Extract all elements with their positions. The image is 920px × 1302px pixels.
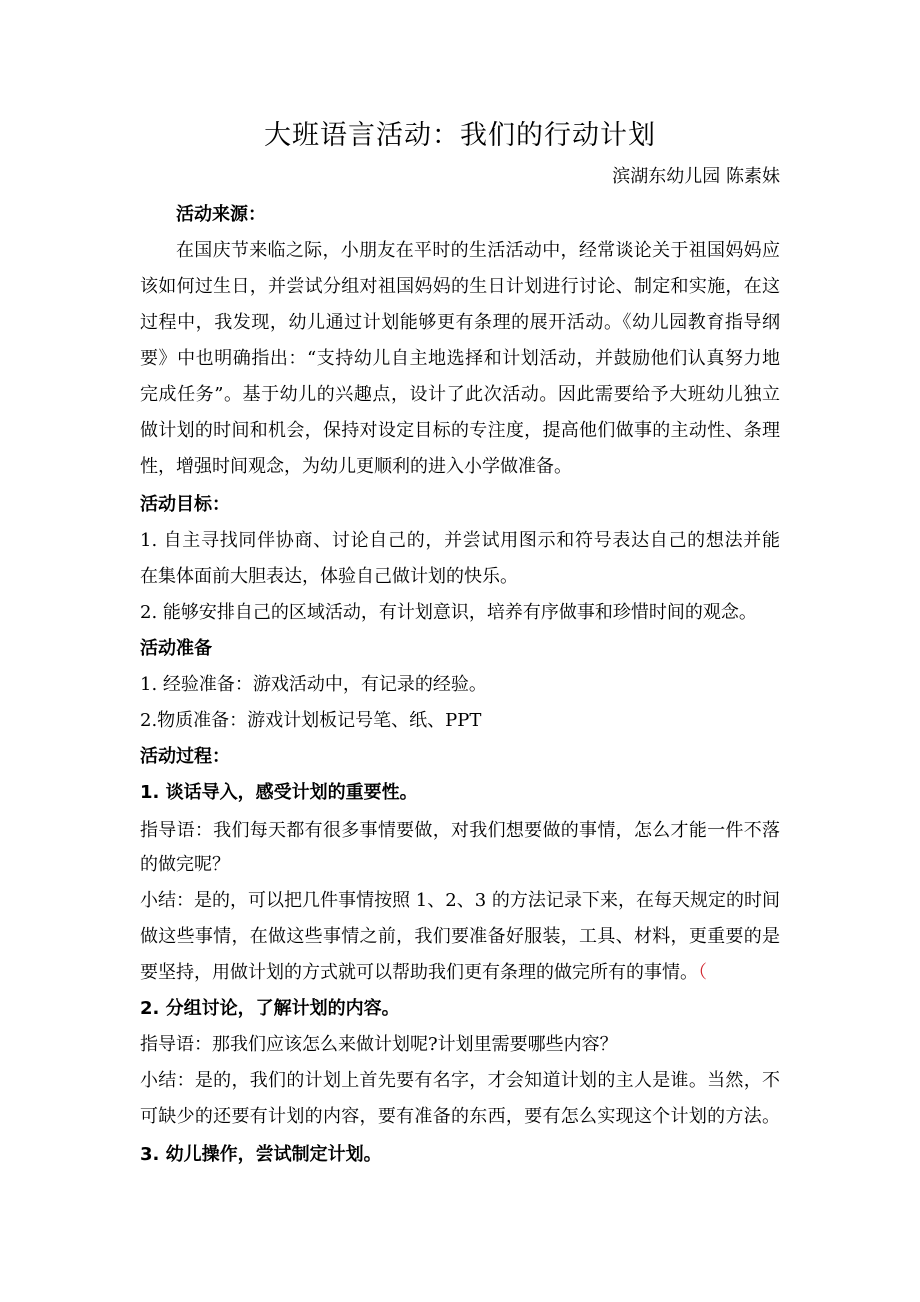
process-heading: 活动过程： [140, 746, 230, 767]
paragraph-line: 做计划的时间和机会，保持对设定目标的专注度，提高他们做事的主动性、条理 [140, 420, 780, 441]
goal-line: 在集体面前大胆表达，体验自己做计划的快乐。 [140, 566, 518, 587]
paragraph-line: 完成任务”。基于幼儿的兴趣点，设计了此次活动。因此需要给予大班幼儿独立 [140, 384, 780, 405]
red-paren-mark: （ [698, 962, 707, 983]
prep-line: 1. 经验准备：游戏活动中，有记录的经验。 [140, 674, 487, 695]
prep-heading: 活动准备 [140, 638, 212, 659]
step3-title: 3. 幼儿操作，尝试制定计划。 [140, 1144, 382, 1165]
source-heading: 活动来源： [176, 204, 266, 225]
paragraph-line: 性，增强时间观念，为幼儿更顺利的进入小学做准备。 [140, 456, 572, 477]
paragraph-line: 过程中，我发现，幼儿通过计划能够更有条理的展开活动。《幼儿园教育指导纲 [140, 312, 780, 333]
paragraph-line: 该如何过生日，并尝试分组对祖国妈妈的生日计划进行讨论、制定和实施，在这 [140, 276, 780, 297]
goal-line: 2. 能够安排自己的区域活动，有计划意识，培养有序做事和珍惜时间的观念。 [140, 602, 757, 623]
author-line: 滨湖东幼儿园 陈素妹 [612, 166, 780, 187]
prep-line: 2.物质准备：游戏计划板记号笔、纸、PPT [140, 710, 482, 731]
step2-summary-line: 小结：是的，我们的计划上首先要有名字，才会知道计划的主人是谁。当然，不 [140, 1070, 780, 1091]
step1-guide-line: 的做完呢？ [140, 854, 230, 875]
document-title: 大班语言活动：我们的行动计划 [264, 120, 656, 151]
step1-summary-text: 要坚持，用做计划的方式就可以帮助我们更有条理的做完所有的事情。 [140, 962, 698, 983]
step1-summary-line: 小结：是的，可以把几件事情按照 1、2、3 的方法记录下来，在每天规定的时间 [140, 890, 780, 911]
paragraph-line: 要》中也明确指出：“支持幼儿自主地选择和计划活动，并鼓励他们认真努力地 [140, 348, 780, 369]
paragraph-line: 在国庆节来临之际，小朋友在平时的生活活动中，经常谈论关于祖国妈妈应 [176, 240, 780, 261]
step2-summary-line: 可缺少的还要有计划的内容，要有准备的东西，要有怎么实现这个计划的方法。 [140, 1106, 780, 1127]
goals-heading: 活动目标： [140, 494, 230, 515]
step1-summary-line: 做这些事情，在做这些事情之前，我们要准备好服装，工具、材料，更重要的是 [140, 926, 780, 947]
step2-title: 2. 分组讨论，了解计划的内容。 [140, 998, 400, 1019]
step2-guide-line: 指导语：那我们应该怎么来做计划呢?计划里需要哪些内容？ [140, 1034, 618, 1055]
step1-title: 1. 谈话导入，感受计划的重要性。 [140, 782, 418, 803]
step1-guide-line: 指导语：我们每天都有很多事情要做，对我们想要做的事情，怎么才能一件不落 [140, 820, 780, 841]
goal-line: 1. 自主寻找同伴协商、讨论自己的，并尝试用图示和符号表达自己的想法并能 [140, 530, 780, 551]
step1-summary-line [140, 958, 707, 988]
